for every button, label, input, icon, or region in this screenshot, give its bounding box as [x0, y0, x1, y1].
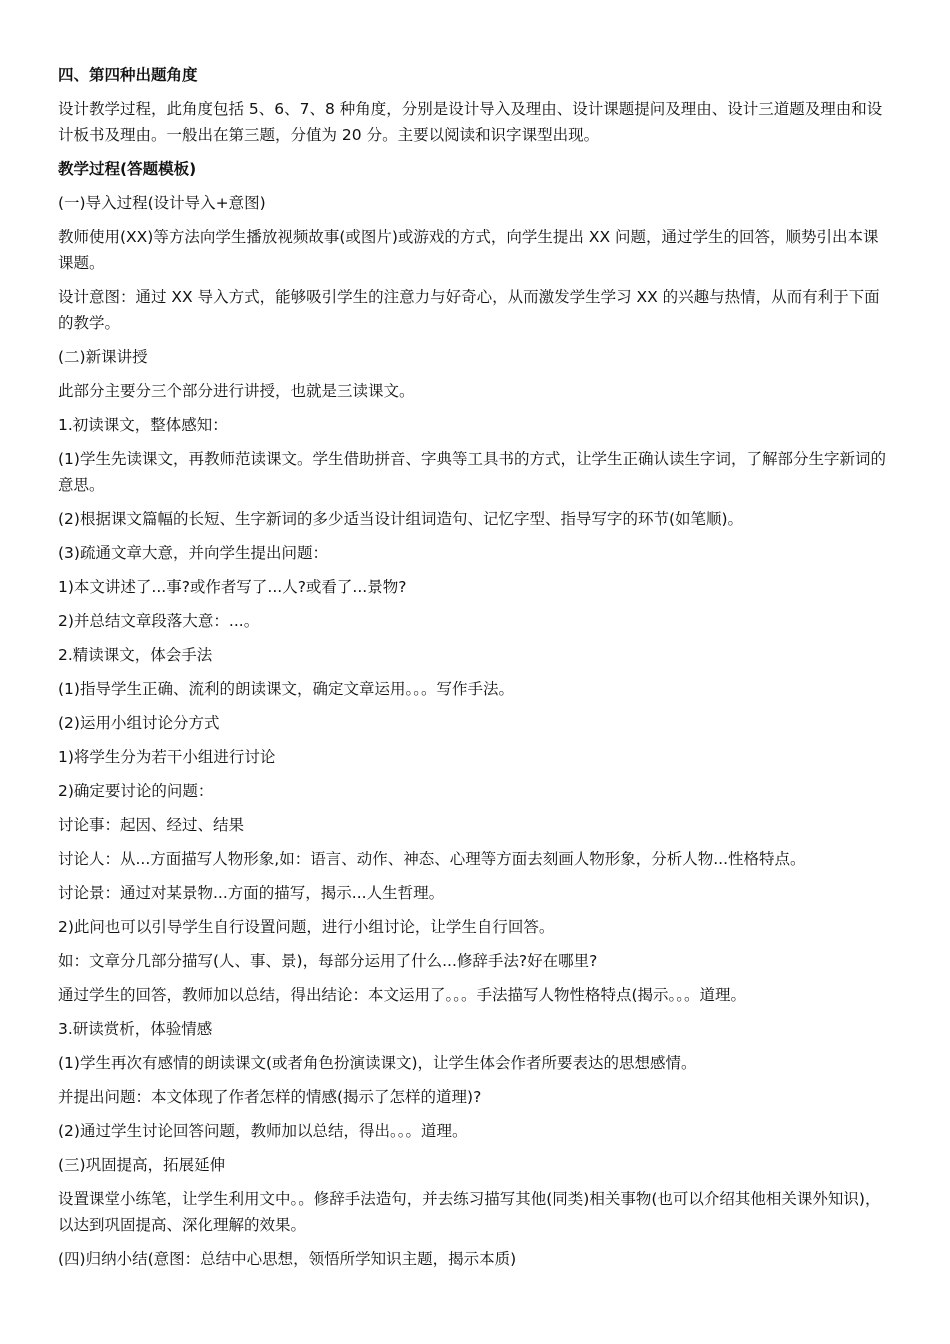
paragraph: 2.精读课文，体会手法 [58, 646, 213, 664]
paragraph: 通过学生的回答，教师加以总结，得出结论：本文运用了。。。手法描写人物性格特点(揭示。。。道理。 [58, 986, 747, 1004]
paragraph: 讨论事：起因、经过、结果 [58, 816, 245, 834]
paragraph: 教师使用(XX)等方法向学生播放视频故事(或图片)或游戏的方式，向学生提出 XX 问题，通过学生的回答，顺势引出本课课题。 [58, 228, 879, 272]
paragraph: (3)疏通文章大意，并向学生提出问题： [58, 544, 328, 562]
paragraph: 1)本文讲述了...事?或作者写了...人?或看了...景物? [58, 578, 407, 596]
paragraph: (1)指导学生正确、流利的朗读课文，确定文章运用。。。写作手法。 [58, 680, 514, 698]
section-heading: 四、第四种出题角度 [58, 66, 198, 84]
document-body [58, 62, 894, 1280]
paragraph: 设计教学过程，此角度包括 5、6、7、8 种角度，分别是设计导入及理由、设计课题提问及理由、设计三道题及理由和设计板书及理由。一般出在第三题，分值为 20 分。主要以阅读和识字课型出现。 [58, 100, 883, 144]
paragraph: 1)将学生分为若干小组进行讨论 [58, 748, 276, 766]
paragraph: 2)并总结文章段落大意：...。 [58, 612, 260, 630]
paragraph: 此部分主要分三个部分进行讲授，也就是三读课文。 [58, 382, 415, 400]
paragraph: 讨论景：通过对某景物...方面的描写，揭示...人生哲理。 [58, 884, 445, 902]
paragraph: 2)确定要讨论的问题： [58, 782, 214, 800]
paragraph: 如：文章分几部分描写(人、事、景)，每部分运用了什么...修辞手法?好在哪里? [58, 952, 598, 970]
paragraph: (一)导入过程(设计导入+意图) [58, 194, 266, 212]
paragraph: 设置课堂小练笔，让学生利用文中。。修辞手法造句，并去练习描写其他(同类)相关事物(也可以介绍其他相关课外知识)，以达到巩固提高、深化理解的效果。 [58, 1190, 881, 1234]
paragraph: 设计意图：通过 XX 导入方式，能够吸引学生的注意力与好奇心，从而激发学生学习 XX 的兴趣与热情，从而有利于下面的教学。 [58, 288, 880, 332]
paragraph: (二)新课讲授 [58, 348, 148, 366]
section-heading: 教学过程(答题模板) [58, 160, 197, 178]
paragraph: 并提出问题：本文体现了作者怎样的情感(揭示了怎样的道理)? [58, 1088, 482, 1106]
paragraph: 2)此问也可以引导学生自行设置问题，进行小组讨论，让学生自行回答。 [58, 918, 555, 936]
paragraph: (2)通过学生讨论回答问题，教师加以总结，得出。。。道理。 [58, 1122, 468, 1140]
paragraph: (2)运用小组讨论分方式 [58, 714, 220, 732]
paragraph: (三)巩固提高，拓展延伸 [58, 1156, 226, 1174]
paragraph: (1)学生再次有感情的朗读课文(或者角色扮演读课文)，让学生体会作者所要表达的思想感情。 [58, 1054, 697, 1072]
paragraph: 1.初读课文，整体感知： [58, 416, 228, 434]
paragraph: (四)归纳小结(意图：总结中心思想，领悟所学知识主题，揭示本质) [58, 1250, 517, 1268]
paragraph: (1)学生先读课文，再教师范读课文。学生借助拼音、字典等工具书的方式，让学生正确认读生字词，了解部分生字新词的意思。 [58, 450, 886, 494]
paragraph: (2)根据课文篇幅的长短、生字新词的多少适当设计组词造句、记忆字型、指导写字的环节(如笔顺)。 [58, 510, 744, 528]
paragraph: 3.研读赏析，体验情感 [58, 1020, 213, 1038]
paragraph: 讨论人：从...方面描写人物形象,如：语言、动作、神态、心理等方面去刻画人物形象，分析人物...性格特点。 [58, 850, 806, 868]
